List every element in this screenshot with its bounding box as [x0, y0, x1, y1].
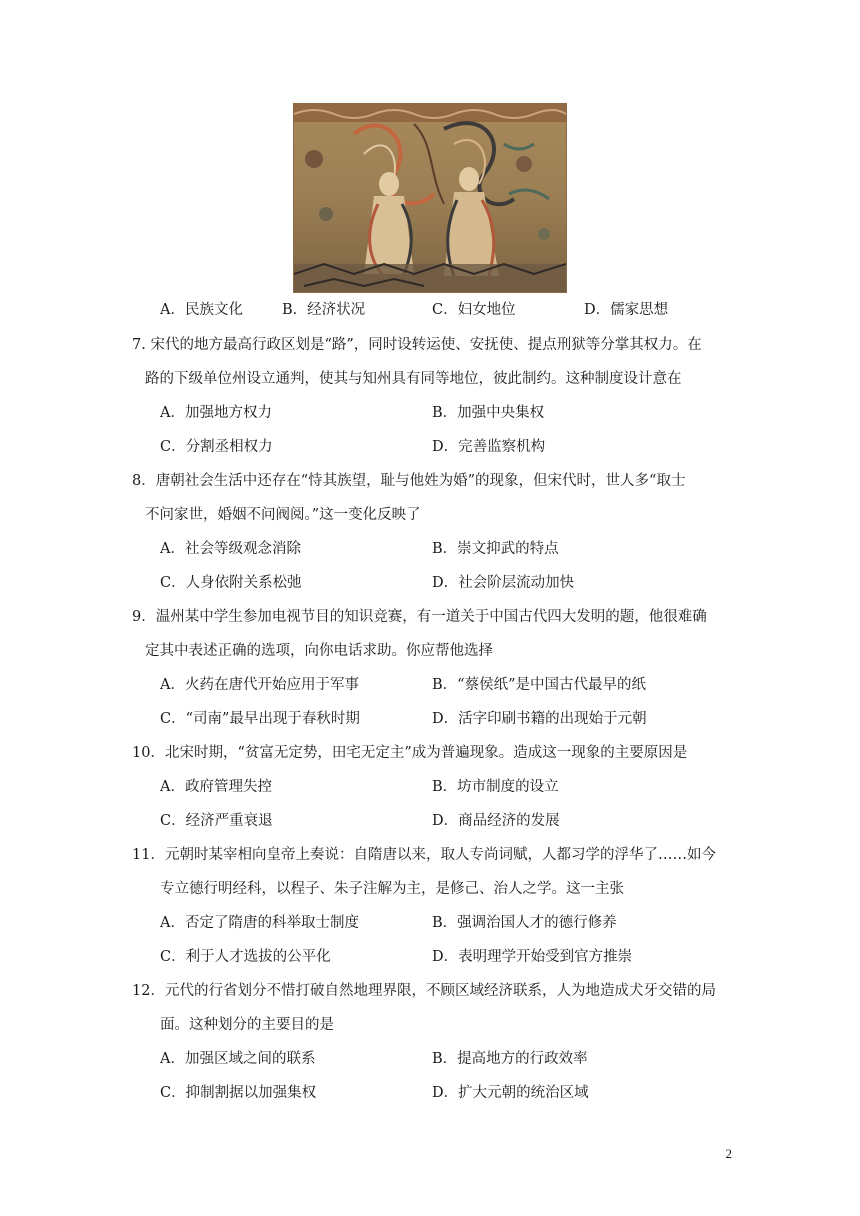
- option-c: C．利于人才选拔的公平化: [160, 949, 331, 965]
- option-a: A．加强区域之间的联系: [160, 1051, 316, 1067]
- option-c: C．妇女地位: [432, 302, 516, 318]
- option-b: B．“蔡侯纸”是中国古代最早的纸: [432, 677, 646, 693]
- option-a: A．加强地方权力: [160, 405, 272, 421]
- option-c: C．人身依附关系松弛: [160, 575, 302, 591]
- question-7-line-2: 路的下级单位州设立通判，使其与知州具有同等地位，彼此制约。这种制度设计意在: [145, 371, 682, 387]
- question-9-line-2: 定其中表述正确的选项，向你电话求助。你应帮他选择: [145, 643, 493, 659]
- question-7-line-1: 7. 宋代的地方最高行政区划是“路”，同时设转运使、安抚使、提点刑狱等分掌其权力。在: [132, 337, 702, 353]
- option-d: D．商品经济的发展: [432, 813, 560, 829]
- option-a: A．否定了隋唐的科举取士制度: [160, 915, 359, 931]
- question-9-line-1: 9．温州某中学生参加电视节目的知识竞赛，有一道关于中国古代四大发明的题，他很难确: [132, 609, 707, 625]
- question-8-line-2: 不问家世，婚姻不问阀阅。”这一变化反映了: [145, 507, 421, 523]
- option-a: A．火药在唐代开始应用于军事: [160, 677, 359, 693]
- option-a: A．社会等级观念消除: [160, 541, 301, 557]
- option-d: D．扩大元朝的统治区域: [432, 1085, 589, 1101]
- question-12-line-2: 面。这种划分的主要目的是: [160, 1017, 334, 1033]
- option-d: D．完善监察机构: [432, 439, 546, 455]
- option-d: D．表明理学开始受到官方推崇: [432, 949, 633, 965]
- option-a: A．民族文化: [160, 302, 243, 318]
- option-b: B．强调治国人才的德行修养: [432, 915, 617, 931]
- question-10-line-1: 10．北宋时期，“贫富无定势，田宅无定主”成为普遍现象。造成这一现象的主要原因是: [132, 745, 688, 761]
- option-d: D．儒家思想: [584, 302, 669, 318]
- option-a: A．政府管理失控: [160, 779, 272, 795]
- mural-painting-icon: [294, 104, 566, 292]
- option-d: D．活字印刷书籍的出现始于元朝: [432, 711, 647, 727]
- option-c: C．经济严重衰退: [160, 813, 273, 829]
- mural-image: [293, 103, 567, 293]
- option-d: D．社会阶层流动加快: [432, 575, 575, 591]
- page-number: 2: [725, 1146, 732, 1161]
- option-b: B．提高地方的行政效率: [432, 1051, 588, 1067]
- option-b: B．坊市制度的设立: [432, 779, 559, 795]
- question-11-line-2: 专立德行明经科，以程子、朱子注解为主，是修己、治人之学。这一主张: [160, 881, 624, 897]
- option-c: C．抑制割据以加强集权: [160, 1085, 317, 1101]
- question-11-line-1: 11．元朝时某宰相向皇帝上奏说：自隋唐以来，取人专尚词赋，人都习学的浮华了……如今: [132, 847, 716, 863]
- question-12-line-1: 12．元代的行省划分不惜打破自然地理界限，不顾区域经济联系，人为地造成犬牙交错的局: [132, 983, 716, 999]
- question-8-line-1: 8．唐朝社会生活中还存在“恃其族望，耻与他姓为婚”的现象，但宋代时，世人多“取士: [132, 473, 686, 489]
- option-c: C．“司南”最早出现于春秋时期: [160, 711, 360, 727]
- option-b: B．崇文抑武的特点: [432, 541, 559, 557]
- option-b: B．经济状况: [282, 302, 366, 318]
- option-b: B．加强中央集权: [432, 405, 545, 421]
- option-c: C．分割丞相权力: [160, 439, 273, 455]
